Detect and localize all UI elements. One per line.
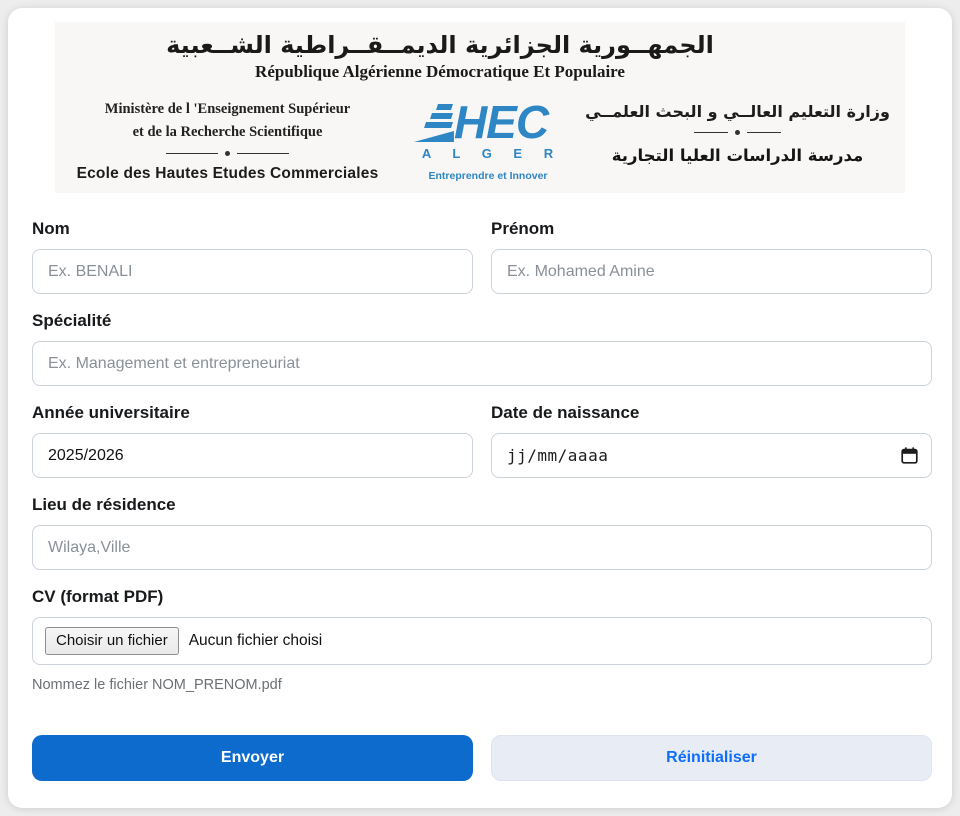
- letterhead: [55, 22, 905, 193]
- ministry-line-1: Ministère de l 'Enseignement Supérieur: [104, 101, 351, 117]
- lieu-label: Lieu de résidence: [32, 495, 176, 515]
- republic-title-arabic: الجمهــورية الجزائرية الديمــقــراطية الشــعبية: [166, 31, 714, 59]
- choose-file-button[interactable]: Choisir un fichier: [45, 627, 179, 655]
- cv-label: CV (format PDF): [32, 587, 164, 607]
- hec-logo-tagline: Entreprendre et Innover: [428, 170, 548, 182]
- date-naissance-input[interactable]: [491, 433, 932, 478]
- submit-button[interactable]: Envoyer: [32, 735, 473, 781]
- hec-logo-city: A L G E R: [421, 146, 563, 161]
- annee-input[interactable]: [32, 433, 473, 478]
- page-card: [8, 8, 952, 808]
- lieu-input[interactable]: [32, 525, 932, 570]
- specialite-input[interactable]: [32, 341, 932, 386]
- ministry-arabic: وزارة التعليم العالــي و البحث العلمــي: [585, 102, 890, 121]
- cv-file-input[interactable]: [32, 617, 932, 665]
- hec-logo-text: HEC: [453, 96, 549, 148]
- registration-form: [8, 193, 952, 781]
- republic-title-french: République Algérienne Démocratique Et Populaire: [255, 62, 625, 81]
- ministry-line-2: et de la Recherche Scientifique: [132, 124, 323, 141]
- prenom-input[interactable]: [491, 249, 932, 294]
- hec-logo: [390, 92, 580, 182]
- specialite-label: Spécialité: [32, 311, 112, 331]
- calendar-icon[interactable]: [901, 447, 918, 464]
- school-name-arabic: مدرسة الدراسات العليا التجارية: [611, 146, 864, 165]
- date-placeholder-text: jj/mm/aaaa: [507, 446, 609, 466]
- cv-hint-text: Nommez le fichier NOM_PRENOM.pdf: [32, 677, 282, 694]
- annee-label: Année universitaire: [32, 403, 190, 423]
- letterhead-titles: [65, 30, 895, 82]
- ornament-divider: [65, 151, 390, 156]
- ministry-block-arabic: [580, 92, 895, 165]
- hec-logo-mark: [422, 94, 549, 148]
- prenom-label: Prénom: [491, 219, 555, 239]
- letterhead-columns: [65, 92, 895, 183]
- nom-label: Nom: [32, 219, 70, 239]
- ministry-block-french: [65, 92, 390, 183]
- date-naissance-label: Date de naissance: [491, 403, 640, 423]
- file-status-text: Aucun fichier choisi: [188, 632, 323, 650]
- nom-input[interactable]: [32, 249, 473, 294]
- school-name-french: Ecole des Hautes Etudes Commerciales: [76, 165, 379, 183]
- reset-button[interactable]: Réinitialiser: [491, 735, 932, 781]
- ornament-divider: [580, 130, 895, 135]
- hec-logo-bars-icon: [422, 102, 452, 142]
